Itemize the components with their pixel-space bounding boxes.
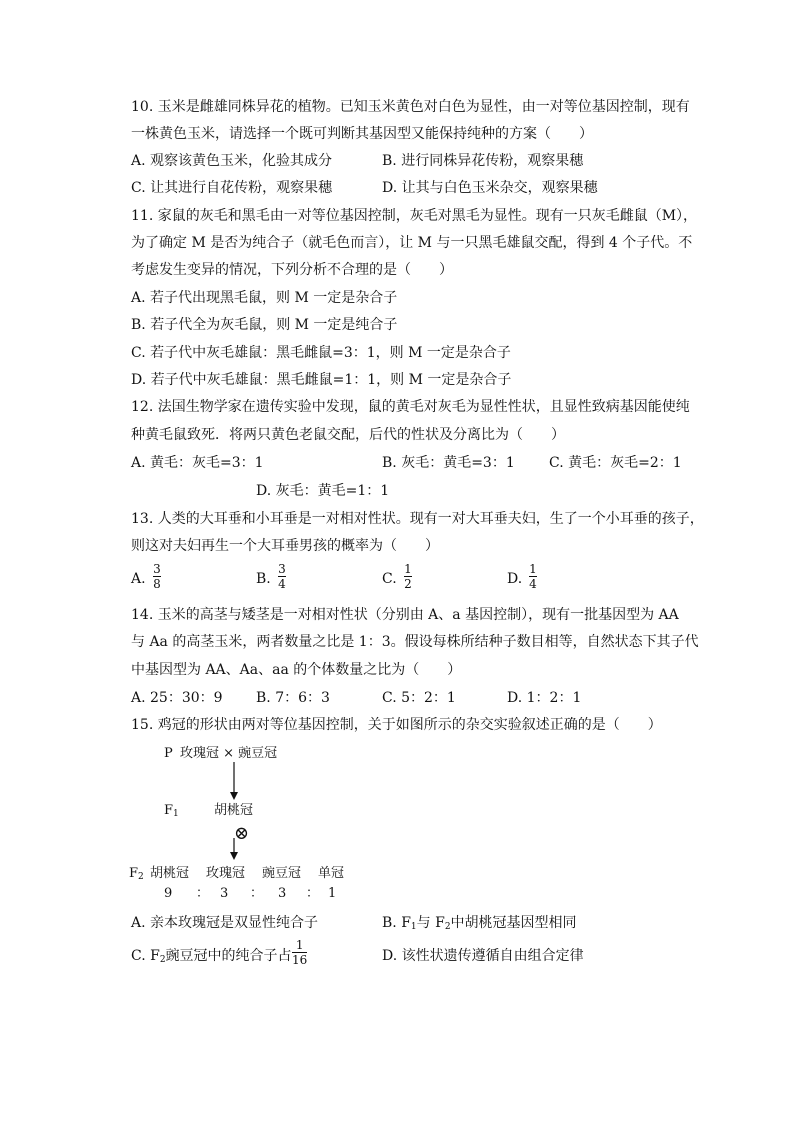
- q13-option-a-fraction: [153, 562, 161, 591]
- q11-stem-line2: 为了确定 M 是否为纯合子（就毛色而言），让 M 与一只黑毛雄鼠交配，得到 4 个子代。不: [131, 235, 693, 251]
- f2-subscript: 2: [138, 872, 144, 882]
- q15-c-subscript: 2: [159, 955, 166, 965]
- q11-option-a: A. 若子代出现黑毛鼠，则 M 一定是杂合子: [131, 290, 398, 306]
- q14-option-c: C. 5：2：1: [382, 690, 456, 706]
- q10-stem-line1: 10. 玉米是雌雄同株异花的植物。已知玉米黄色对白色为显性，由一对等位基因控制，现有: [131, 99, 690, 115]
- q14-stem-line3: 中基因型为 AA、Aa、aa 的个体数量之比为（ ）: [131, 662, 462, 678]
- q10-option-a: A. 观察该黄色玉米，化验其成分: [131, 153, 333, 169]
- q15-b-subscript-2: 2: [444, 922, 451, 932]
- q13-stem-line1: 13. 人类的大耳垂和小耳垂是一对相对性状。现有一对大耳垂夫妇，生了一个小耳垂的孩子，: [131, 511, 704, 527]
- diagram-p-label: P: [164, 746, 173, 761]
- q11-option-c: C. 若子代中灰毛雄鼠：黑毛雌鼠=3：1，则 M 一定是杂合子: [131, 345, 511, 361]
- q10-option-c: C. 让其进行自花传粉，观察果穗: [131, 180, 333, 196]
- q11-stem-line3: 考虑发生变异的情况，下列分析不合理的是（ ）: [131, 262, 453, 278]
- q15-stem-line1: 15. 鸡冠的形状由两对等位基因控制，关于如图所示的杂交实验叙述正确的是（ ）: [131, 717, 662, 733]
- q15-c-text: 豌豆冠中的纯合子占: [165, 948, 292, 964]
- diagram-parent-cross: 玫瑰冠 × 豌豆冠: [180, 746, 278, 761]
- f2-type-single: 单冠: [318, 866, 345, 881]
- q14-option-a: A. 25：30：9: [131, 690, 223, 706]
- q15-b-subscript-1: 1: [410, 922, 417, 932]
- q14-stem-line1: 14. 玉米的高茎与矮茎是一对相对性状（分别由 A、a 基因控制），现有一批基因型为 AA: [131, 607, 679, 623]
- q12-stem-line2: 种黄毛鼠致死．将两只黄色老鼠交配，后代的性状及分离比为（ ）: [131, 427, 565, 443]
- q15-b-suffix: 中胡桃冠基因型相同: [450, 915, 577, 931]
- ratio-separator: ：: [250, 886, 264, 901]
- fraction-numerator: 1: [529, 562, 537, 576]
- ratio-separator: ：: [196, 886, 210, 901]
- q15-b-prefix: B. F: [382, 915, 411, 931]
- q10-option-d: D. 让其与白色玉米杂交，观察果穗: [382, 180, 598, 196]
- ratio-value-pea: 3: [278, 886, 287, 901]
- q11-stem-line1: 11. 家鼠的灰毛和黑毛由一对等位基因控制，灰毛对黑毛为显性。现有一只灰毛雌鼠（M），: [131, 208, 698, 224]
- fraction-denominator: 4: [278, 577, 286, 591]
- f2-letter: F: [129, 866, 139, 881]
- f2-type-walnut: 胡桃冠: [150, 866, 190, 881]
- q14-stem-line2: 与 Aa 的高茎玉米，两者数量之比是 1：3。假设每株所结种子数目相等，自然状态下其子代: [131, 634, 699, 650]
- q15-option-c: [131, 946, 292, 966]
- diagram-f2-label: [129, 865, 144, 883]
- q15-option-b: [382, 913, 577, 933]
- q11-option-b: B. 若子代全为灰毛鼠，则 M 一定是纯合子: [131, 317, 398, 333]
- ratio-separator: ：: [306, 886, 320, 901]
- q10-option-b: B. 进行同株异花传粉，观察果穗: [382, 153, 584, 169]
- q10-stem-line2: 一株黄色玉米，请选择一个既可判断其基因型又能保持纯种的方案（ ）: [131, 126, 593, 142]
- q15-option-c-fraction: [292, 938, 307, 967]
- q14-option-b: B. 7：6：3: [256, 690, 330, 706]
- diagram-f1-phenotype: 胡桃冠: [214, 803, 254, 818]
- diagram-f1-label: [164, 802, 179, 820]
- fraction-numerator: 3: [153, 562, 161, 576]
- q15-option-a: A. 亲本玫瑰冠是双显性纯合子: [131, 915, 319, 931]
- fraction-denominator: 2: [404, 577, 412, 591]
- q13-option-d-label: D.: [507, 571, 523, 587]
- q13-option-d-fraction: [529, 562, 537, 591]
- f1-letter: F: [164, 803, 174, 818]
- fraction-denominator: 8: [153, 577, 161, 591]
- q15-c-prefix: C. F: [131, 948, 160, 964]
- arrowhead-f2: [230, 852, 238, 860]
- q14-option-d: D. 1：2：1: [507, 690, 582, 706]
- ratio-value-walnut: 9: [164, 886, 173, 901]
- f2-type-pea: 豌豆冠: [262, 866, 302, 881]
- q12-stem-line1: 12. 法国生物学家在遗传实验中发现，鼠的黄毛对灰毛为显性性状，且显性致病基因能使纯: [131, 399, 690, 415]
- selfing-icon: ⊗: [234, 823, 250, 844]
- fraction-numerator: 3: [278, 562, 286, 576]
- q11-option-d: D. 若子代中灰毛雄鼠：黑毛雌鼠=1：1，则 M 一定是杂合子: [131, 372, 512, 388]
- q13-option-b-fraction: [278, 562, 286, 591]
- q15-option-d: D. 该性状遗传遵循自由组合定律: [382, 948, 584, 964]
- f2-type-rose: 玫瑰冠: [206, 866, 246, 881]
- q13-option-c-fraction: [404, 562, 412, 591]
- fraction-numerator: 1: [295, 938, 304, 952]
- fraction-denominator: 16: [292, 953, 308, 967]
- q12-option-a: A. 黄毛：灰毛=3：1: [131, 455, 264, 471]
- arrowhead-f1: [230, 792, 238, 800]
- q15-b-middle: 与 F: [416, 915, 445, 931]
- q12-option-b: B. 灰毛：黄毛=3：1: [382, 455, 515, 471]
- q12-option-d: D. 灰毛：黄毛=1：1: [256, 483, 390, 499]
- ratio-value-rose: 3: [220, 886, 229, 901]
- q13-option-c-label: C.: [382, 571, 397, 587]
- q13-stem-line2: 则这对夫妇再生一个大耳垂男孩的概率为（ ）: [131, 538, 439, 554]
- q13-option-a-label: A.: [131, 571, 146, 587]
- f1-subscript: 1: [173, 809, 179, 819]
- fraction-numerator: 1: [404, 562, 412, 576]
- ratio-value-single: 1: [328, 886, 337, 901]
- q13-option-b-label: B.: [256, 571, 271, 587]
- fraction-denominator: 4: [529, 577, 537, 591]
- q12-option-c: C. 黄毛：灰毛=2：1: [549, 455, 682, 471]
